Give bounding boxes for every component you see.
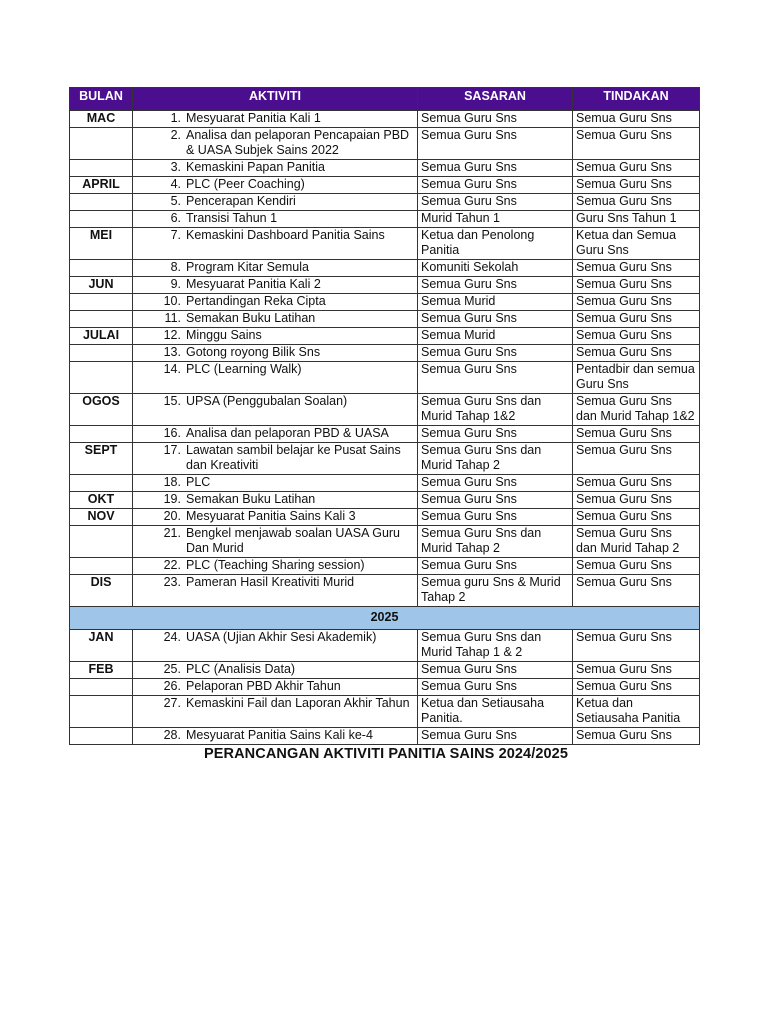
activity-item: [137, 328, 414, 343]
activity-number: 7.: [170, 228, 181, 242]
header-tindakan: TINDAKAN: [573, 88, 700, 111]
sasaran-cell: Semua Guru Sns: [418, 345, 573, 362]
activity-text: Mesyuarat Panitia Sains Kali ke-4: [186, 728, 373, 742]
activity-item: [137, 443, 414, 473]
table-row: [70, 362, 700, 394]
activity-cell: [133, 194, 418, 211]
activity-cell: [133, 426, 418, 443]
activity-text: Mesyuarat Panitia Kali 2: [186, 277, 321, 291]
sasaran-cell: Semua Guru Sns: [418, 160, 573, 177]
table-row: [70, 443, 700, 475]
tindakan-cell: Semua Guru Sns: [573, 328, 700, 345]
sasaran-cell: Semua guru Sns & Murid Tahap 2: [418, 575, 573, 607]
sasaran-cell: Semua Guru Sns: [418, 509, 573, 526]
activity-item: [137, 194, 414, 209]
header-bulan: BULAN: [70, 88, 133, 111]
month-cell: OKT: [70, 492, 133, 509]
tindakan-cell: Semua Guru Sns: [573, 311, 700, 328]
activity-item: [137, 311, 414, 326]
sasaran-cell: Semua Guru Sns: [418, 177, 573, 194]
table-row: [70, 662, 700, 679]
month-cell: DIS: [70, 575, 133, 607]
activity-cell: [133, 277, 418, 294]
activity-item: [137, 728, 414, 743]
activity-cell: [133, 679, 418, 696]
activity-number: 26.: [163, 679, 181, 693]
month-cell: JAN: [70, 630, 133, 662]
tindakan-cell: Semua Guru Sns: [573, 260, 700, 277]
tindakan-cell: Semua Guru Sns: [573, 160, 700, 177]
activity-cell: [133, 128, 418, 160]
month-cell: SEPT: [70, 443, 133, 475]
activity-cell: [133, 696, 418, 728]
activity-number: 21.: [163, 526, 181, 540]
tindakan-cell: Semua Guru Sns: [573, 679, 700, 696]
month-cell: OGOS: [70, 394, 133, 426]
activity-number: 15.: [163, 394, 181, 408]
tindakan-cell: Semua Guru Sns: [573, 630, 700, 662]
sasaran-cell: Murid Tahun 1: [418, 211, 573, 228]
activity-number: 3.: [170, 160, 181, 174]
activity-cell: [133, 311, 418, 328]
activity-cell: [133, 211, 418, 228]
sasaran-cell: Semua Guru Sns: [418, 728, 573, 745]
sasaran-cell: Semua Murid: [418, 294, 573, 311]
activity-cell: [133, 492, 418, 509]
tindakan-cell: Semua Guru Sns: [573, 277, 700, 294]
activity-item: [137, 558, 414, 573]
table-row: [70, 475, 700, 492]
tindakan-cell: Semua Guru Sns: [573, 662, 700, 679]
table-row: [70, 679, 700, 696]
activity-cell: [133, 575, 418, 607]
month-cell: [70, 526, 133, 558]
activity-cell: [133, 328, 418, 345]
activity-item: [137, 475, 414, 490]
activity-cell: [133, 294, 418, 311]
sasaran-cell: Semua Guru Sns: [418, 194, 573, 211]
sasaran-cell: Semua Guru Sns: [418, 426, 573, 443]
activity-item: [137, 696, 414, 711]
month-cell: [70, 128, 133, 160]
activity-item: [137, 294, 414, 309]
month-cell: [70, 194, 133, 211]
sasaran-cell: Komuniti Sekolah: [418, 260, 573, 277]
activity-cell: [133, 228, 418, 260]
activity-text: Pencerapan Kendiri: [186, 194, 296, 208]
tindakan-cell: Semua Guru Sns: [573, 128, 700, 160]
activity-cell: [133, 160, 418, 177]
activity-item: [137, 394, 414, 409]
sasaran-cell: Semua Guru Sns: [418, 311, 573, 328]
month-cell: [70, 426, 133, 443]
table-row: [70, 696, 700, 728]
activity-number: 9.: [170, 277, 181, 291]
activity-text: Pelaporan PBD Akhir Tahun: [186, 679, 341, 693]
activity-cell: [133, 509, 418, 526]
table-row: [70, 177, 700, 194]
month-cell: JUN: [70, 277, 133, 294]
tindakan-cell: Ketua dan Semua Guru Sns: [573, 228, 700, 260]
tindakan-cell: Semua Guru Sns: [573, 294, 700, 311]
activity-number: 8.: [170, 260, 181, 274]
month-cell: [70, 728, 133, 745]
month-cell: APRIL: [70, 177, 133, 194]
activity-item: [137, 679, 414, 694]
activity-number: 6.: [170, 211, 181, 225]
tindakan-cell: Semua Guru Sns: [573, 194, 700, 211]
activity-text: PLC (Teaching Sharing session): [186, 558, 365, 572]
activity-number: 12.: [163, 328, 181, 342]
activity-plan-table: [69, 87, 700, 745]
sasaran-cell: Semua Guru Sns: [418, 558, 573, 575]
tindakan-cell: Guru Sns Tahun 1: [573, 211, 700, 228]
table-row: [70, 345, 700, 362]
table-row: [70, 128, 700, 160]
activity-number: 18.: [163, 475, 181, 489]
activity-text: Analisa dan pelaporan Pencapaian PBD & UASA Subjek Sains 2022: [186, 128, 410, 157]
activity-text: Program Kitar Semula: [186, 260, 309, 274]
month-cell: MEI: [70, 228, 133, 260]
activity-cell: [133, 662, 418, 679]
activity-text: Semakan Buku Latihan: [186, 311, 316, 325]
year-divider-row: [70, 607, 700, 630]
tindakan-cell: Semua Guru Sns: [573, 426, 700, 443]
activity-item: [137, 277, 414, 292]
month-cell: [70, 160, 133, 177]
activity-item: [137, 111, 414, 126]
header-sasaran: SASARAN: [418, 88, 573, 111]
activity-text: UASA (Ujian Akhir Sesi Akademik): [186, 630, 377, 644]
table-row: [70, 575, 700, 607]
tindakan-cell: Semua Guru Sns dan Murid Tahap 1&2: [573, 394, 700, 426]
table-row: [70, 260, 700, 277]
table-row: [70, 526, 700, 558]
activity-text: Pertandingan Reka Cipta: [186, 294, 326, 308]
month-cell: [70, 558, 133, 575]
sasaran-cell: Semua Guru Sns: [418, 492, 573, 509]
month-cell: [70, 211, 133, 228]
activity-item: [137, 630, 414, 645]
sasaran-cell: Ketua dan Setiausaha Panitia.: [418, 696, 573, 728]
month-cell: [70, 362, 133, 394]
activity-item: [137, 177, 414, 192]
activity-item: [137, 662, 414, 677]
activity-number: 1.: [170, 111, 181, 125]
table-header: [70, 88, 700, 111]
activity-item: [137, 345, 414, 360]
month-cell: [70, 294, 133, 311]
activity-cell: [133, 362, 418, 394]
table-row: [70, 111, 700, 128]
tindakan-cell: Semua Guru Sns: [573, 475, 700, 492]
month-cell: JULAI: [70, 328, 133, 345]
tindakan-cell: Semua Guru Sns: [573, 509, 700, 526]
activity-number: 19.: [163, 492, 181, 506]
sasaran-cell: Ketua dan Penolong Panitia: [418, 228, 573, 260]
activity-number: 20.: [163, 509, 181, 523]
month-cell: NOV: [70, 509, 133, 526]
table-row: [70, 277, 700, 294]
activity-number: 4.: [170, 177, 181, 191]
month-cell: [70, 679, 133, 696]
month-cell: FEB: [70, 662, 133, 679]
activity-text: UPSA (Penggubalan Soalan): [186, 394, 348, 408]
activity-number: 27.: [163, 696, 181, 710]
activity-item: [137, 426, 414, 441]
sasaran-cell: Semua Guru Sns dan Murid Tahap 1 & 2: [418, 630, 573, 662]
document-page: [69, 87, 699, 762]
activity-cell: [133, 443, 418, 475]
sasaran-cell: Semua Murid: [418, 328, 573, 345]
tindakan-cell: Semua Guru Sns: [573, 728, 700, 745]
sasaran-cell: Semua Guru Sns: [418, 362, 573, 394]
header-aktiviti: AKTIVITI: [133, 88, 418, 111]
activity-cell: [133, 177, 418, 194]
activity-item: [137, 128, 414, 158]
activity-number: 24.: [163, 630, 181, 644]
activity-text: Minggu Sains: [186, 328, 262, 342]
tindakan-cell: Semua Guru Sns: [573, 345, 700, 362]
activity-cell: [133, 345, 418, 362]
activity-number: 10.: [163, 294, 181, 308]
table-row: [70, 394, 700, 426]
tindakan-cell: Semua Guru Sns: [573, 177, 700, 194]
activity-item: [137, 492, 414, 507]
month-cell: MAC: [70, 111, 133, 128]
sasaran-cell: Semua Guru Sns dan Murid Tahap 2: [418, 526, 573, 558]
activity-cell: [133, 558, 418, 575]
sasaran-cell: Semua Guru Sns: [418, 128, 573, 160]
activity-cell: [133, 260, 418, 277]
activity-number: 23.: [163, 575, 181, 589]
sasaran-cell: Semua Guru Sns: [418, 111, 573, 128]
activity-number: 28.: [163, 728, 181, 742]
activity-text: Semakan Buku Latihan: [186, 492, 316, 506]
activity-item: [137, 526, 414, 556]
activity-cell: [133, 475, 418, 492]
activity-text: Analisa dan pelaporan PBD & UASA: [186, 426, 389, 440]
sasaran-cell: Semua Guru Sns: [418, 679, 573, 696]
activity-cell: [133, 394, 418, 426]
activity-text: Pameran Hasil Kreativiti Murid: [186, 575, 355, 589]
tindakan-cell: Semua Guru Sns: [573, 558, 700, 575]
tindakan-cell: Pentadbir dan semua Guru Sns: [573, 362, 700, 394]
activity-cell: [133, 728, 418, 745]
activity-text: Kemaskini Papan Panitia: [186, 160, 325, 174]
table-row: [70, 630, 700, 662]
table-body: [70, 111, 700, 745]
activity-number: 17.: [163, 443, 181, 457]
sasaran-cell: Semua Guru Sns: [418, 475, 573, 492]
month-cell: [70, 345, 133, 362]
tindakan-cell: Semua Guru Sns: [573, 492, 700, 509]
activity-number: 16.: [163, 426, 181, 440]
activity-item: [137, 575, 414, 590]
tindakan-cell: Semua Guru Sns: [573, 111, 700, 128]
activity-item: [137, 362, 414, 377]
activity-item: [137, 160, 414, 175]
sasaran-cell: Semua Guru Sns dan Murid Tahap 2: [418, 443, 573, 475]
activity-text: PLC: [186, 475, 211, 489]
activity-item: [137, 509, 414, 524]
month-cell: [70, 311, 133, 328]
tindakan-cell: Ketua dan Setiausaha Panitia: [573, 696, 700, 728]
sasaran-cell: Semua Guru Sns dan Murid Tahap 1&2: [418, 394, 573, 426]
table-row: [70, 228, 700, 260]
activity-text: Kemaskini Fail dan Laporan Akhir Tahun: [186, 696, 410, 710]
activity-number: 13.: [163, 345, 181, 359]
activity-number: 11.: [164, 311, 181, 325]
table-row: [70, 311, 700, 328]
activity-text: Transisi Tahun 1: [186, 211, 278, 225]
activity-number: 22.: [163, 558, 181, 572]
table-row: [70, 194, 700, 211]
activity-cell: [133, 526, 418, 558]
activity-item: [137, 260, 414, 275]
table-row: [70, 492, 700, 509]
activity-text: Kemaskini Dashboard Panitia Sains: [186, 228, 385, 242]
table-row: [70, 509, 700, 526]
activity-number: 5.: [170, 194, 181, 208]
table-row: [70, 211, 700, 228]
table-row: [70, 294, 700, 311]
activity-text: PLC (Peer Coaching): [186, 177, 305, 191]
document-title: PERANCANGAN AKTIVITI PANITIA SAINS 2024/2025: [203, 746, 569, 762]
sasaran-cell: Semua Guru Sns: [418, 662, 573, 679]
activity-text: Bengkel menjawab soalan UASA Guru Dan Murid: [186, 526, 401, 555]
sasaran-cell: Semua Guru Sns: [418, 277, 573, 294]
month-cell: [70, 475, 133, 492]
month-cell: [70, 260, 133, 277]
activity-text: Mesyuarat Panitia Kali 1: [186, 111, 321, 125]
year-label: 2025: [70, 607, 700, 630]
activity-number: 14.: [163, 362, 181, 376]
activity-cell: [133, 630, 418, 662]
table-row: [70, 328, 700, 345]
activity-item: [137, 228, 414, 243]
activity-number: 25.: [163, 662, 181, 676]
activity-text: Lawatan sambil belajar ke Pusat Sains dan Kreativiti: [186, 443, 401, 472]
tindakan-cell: Semua Guru Sns: [573, 575, 700, 607]
table-row: [70, 728, 700, 745]
table-row: [70, 558, 700, 575]
activity-number: 2.: [170, 128, 181, 142]
activity-text: PLC (Analisis Data): [186, 662, 296, 676]
activity-text: Mesyuarat Panitia Sains Kali 3: [186, 509, 356, 523]
tindakan-cell: Semua Guru Sns dan Murid Tahap 2: [573, 526, 700, 558]
activity-cell: [133, 111, 418, 128]
activity-text: Gotong royong Bilik Sns: [186, 345, 321, 359]
month-cell: [70, 696, 133, 728]
activity-text: PLC (Learning Walk): [186, 362, 302, 376]
tindakan-cell: Semua Guru Sns: [573, 443, 700, 475]
table-row: [70, 160, 700, 177]
activity-item: [137, 211, 414, 226]
table-row: [70, 426, 700, 443]
